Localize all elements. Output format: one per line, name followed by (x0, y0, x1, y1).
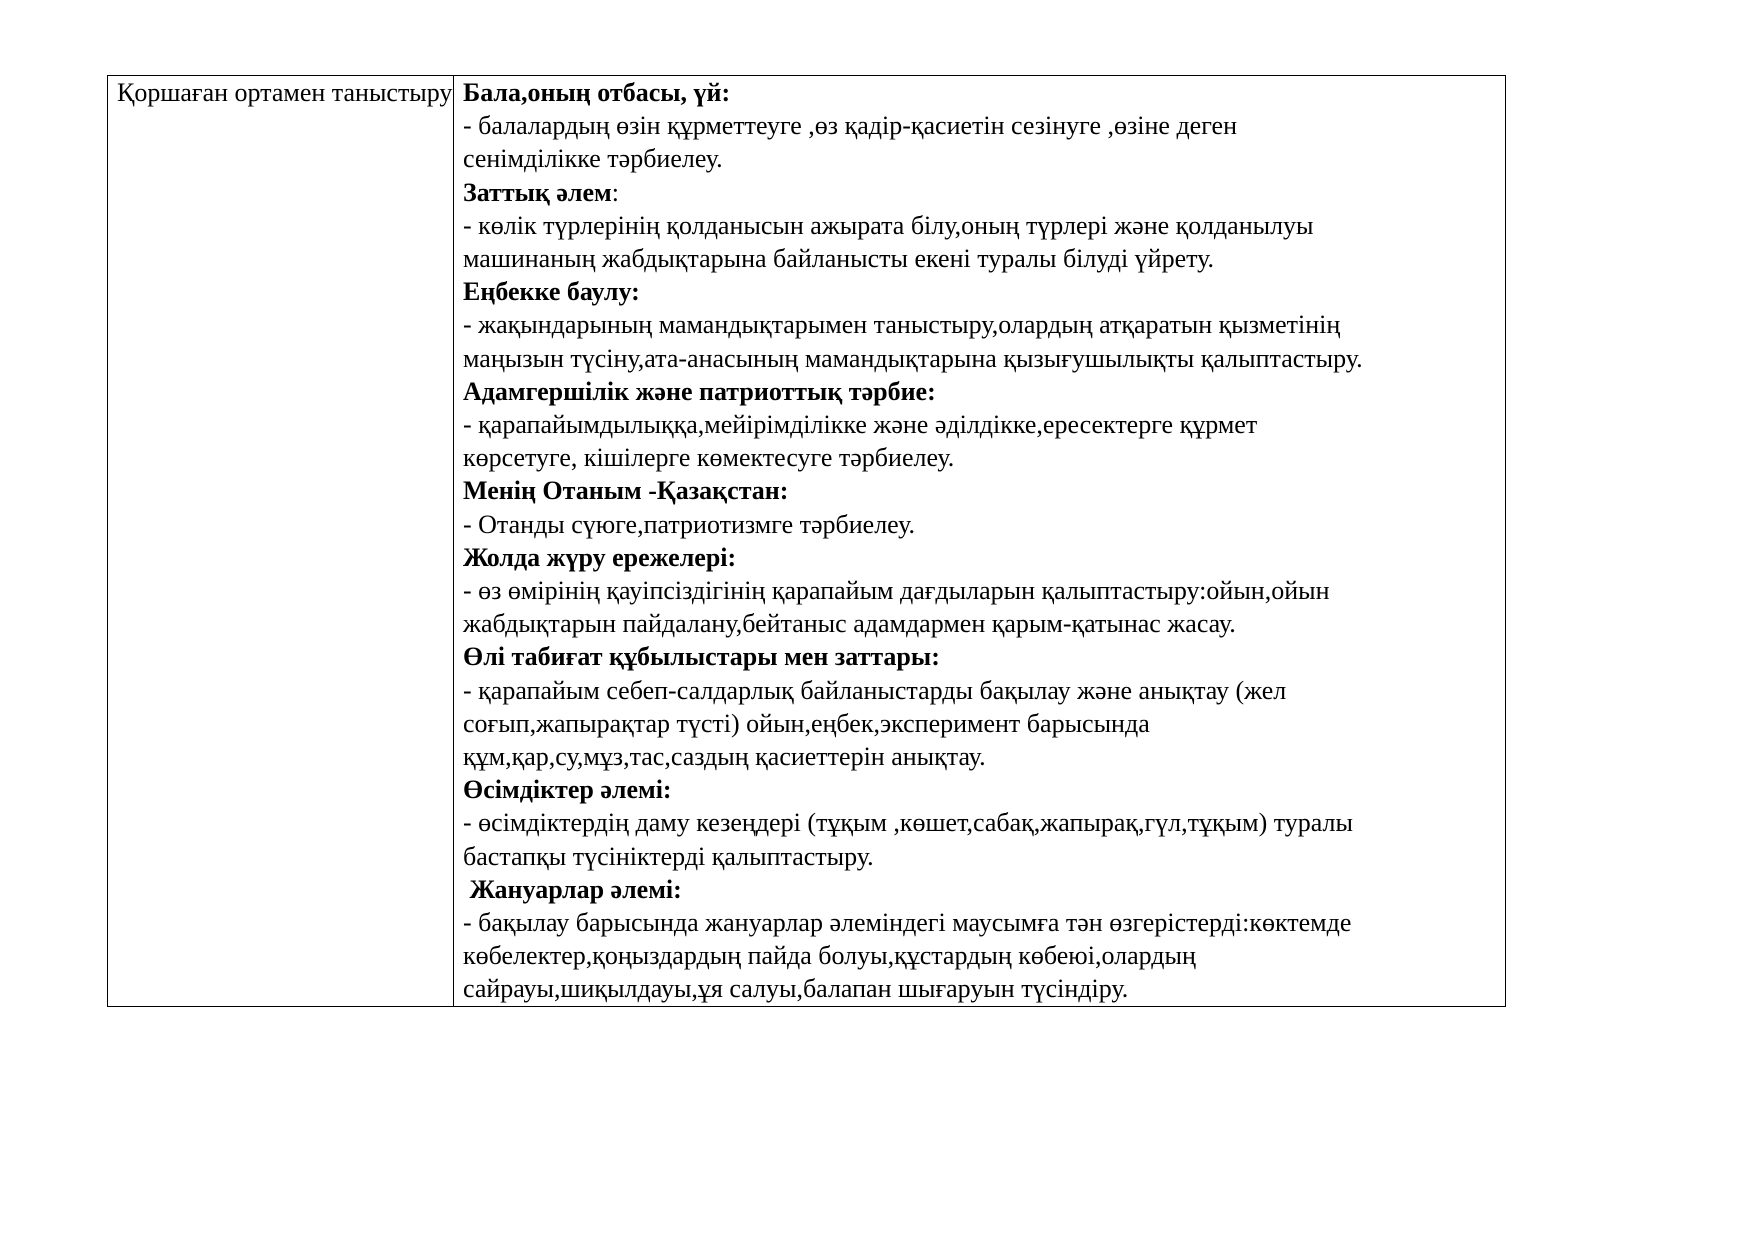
section-line: құм,қар,су,мұз,тас,саздың қасиеттерін анықтау. (463, 742, 986, 772)
section-line: сайрауы,шиқылдауы,ұя салуы,балапан шығаруын түсіндіру. (463, 974, 1129, 1004)
section-line: - өсімдіктердің даму кезеңдері (тұқым ,көшет,сабақ,жапырақ,гүл,тұқым) туралы (463, 808, 1353, 838)
subject-cell (108, 76, 454, 1007)
section-line: - қарапайымдылыққа,мейірімділікке және әділдікке,ересектерге құрмет (463, 410, 1258, 440)
section-line: соғып,жапырақтар түсті) ойын,еңбек,эксперимент барысында (463, 708, 1150, 738)
section-line: жабдықтарын пайдалану,бейтаныс адамдармен қарым-қатынас жасау. (463, 609, 1236, 639)
section-heading-text: Жолда жүру ережелері: (463, 542, 737, 572)
section-line: - балалардың өзін құрметтеуге ,өз қадір-қасиетін сезінуге ,өзіне деген (463, 111, 1237, 141)
section-line: - өз өмірінің қауіпсіздігінің қарапайым дағдыларын қалыптастыру:ойын,ойын (463, 576, 1330, 606)
section-heading-text: Өлі табиғат құбылыстары мен заттары: (463, 642, 940, 672)
content-section (463, 474, 1497, 540)
section-line: машинаның жабдықтарына байланысты екені туралы білуді үйрету. (463, 244, 1215, 274)
section-heading-text: Адамгершілік және патриоттық тәрбие: (463, 376, 936, 406)
section-heading (463, 176, 1497, 209)
section-line: - Отанды сүюге,патриотизмге тәрбиелеу. (463, 509, 915, 539)
section-line: көрсетуге, кішілерге көмектесуге тәрбиелеу. (463, 443, 955, 473)
section-line: бастапқы түсініктерді қалыптастыру. (463, 841, 874, 871)
content-section (463, 176, 1497, 276)
content-section (463, 275, 1497, 375)
section-heading-text: Бала,оның отбасы, үй: (463, 78, 731, 107)
content-section (463, 541, 1497, 641)
section-heading-text: Жануарлар әлемі: (463, 874, 682, 904)
section-line: маңызын түсіну,ата-анасының мамандықтарына қызығушылықты қалыптастыру. (463, 343, 1363, 373)
section-line: - қарапайым себеп-салдарлық байланыстарды бақылау және анықтау (жел (463, 675, 1287, 705)
section-line: - бақылау барысында жануарлар әлеміндегі маусымға тән өзгерістерді:көктемде (463, 908, 1352, 938)
section-line: - жақындарының мамандықтарымен таныстыру,олардың атқаратын қызметінің (463, 310, 1341, 340)
table-row (108, 76, 1506, 1007)
section-heading (463, 640, 1497, 673)
section-heading (463, 76, 1497, 109)
section-heading (463, 375, 1497, 408)
section-heading-text: Өсімдіктер әлемі: (463, 775, 672, 805)
section-line: сенімділікке тәрбиелеу. (463, 144, 723, 174)
content-section (463, 76, 1497, 176)
content-section (463, 375, 1497, 475)
section-heading-text: Заттық әлем (463, 177, 612, 207)
section-heading (463, 474, 1497, 507)
section-heading (463, 773, 1497, 806)
section-line: көбелектер,қоңыздардың пайда болуы,құстардың көбеюі,олардың (463, 941, 1196, 971)
section-heading (463, 541, 1497, 574)
content-cell (454, 76, 1506, 1007)
curriculum-table (107, 75, 1506, 1007)
content-section (463, 873, 1497, 1006)
section-line: - көлік түрлерінің қолданысын ажырата білу,оның түрлері және қолданылуы (463, 210, 1314, 240)
content-section (463, 640, 1497, 773)
content-section (463, 773, 1497, 873)
sections-container (463, 76, 1497, 1006)
section-heading-text: Еңбекке баулу: (463, 277, 640, 307)
section-heading-text: Менің Отаным -Қазақстан: (463, 476, 789, 506)
section-heading (463, 873, 1497, 906)
section-heading (463, 275, 1497, 308)
section-heading-suffix: : (611, 177, 619, 207)
subject-label: Қоршаған ортамен таныстыру (117, 78, 453, 107)
